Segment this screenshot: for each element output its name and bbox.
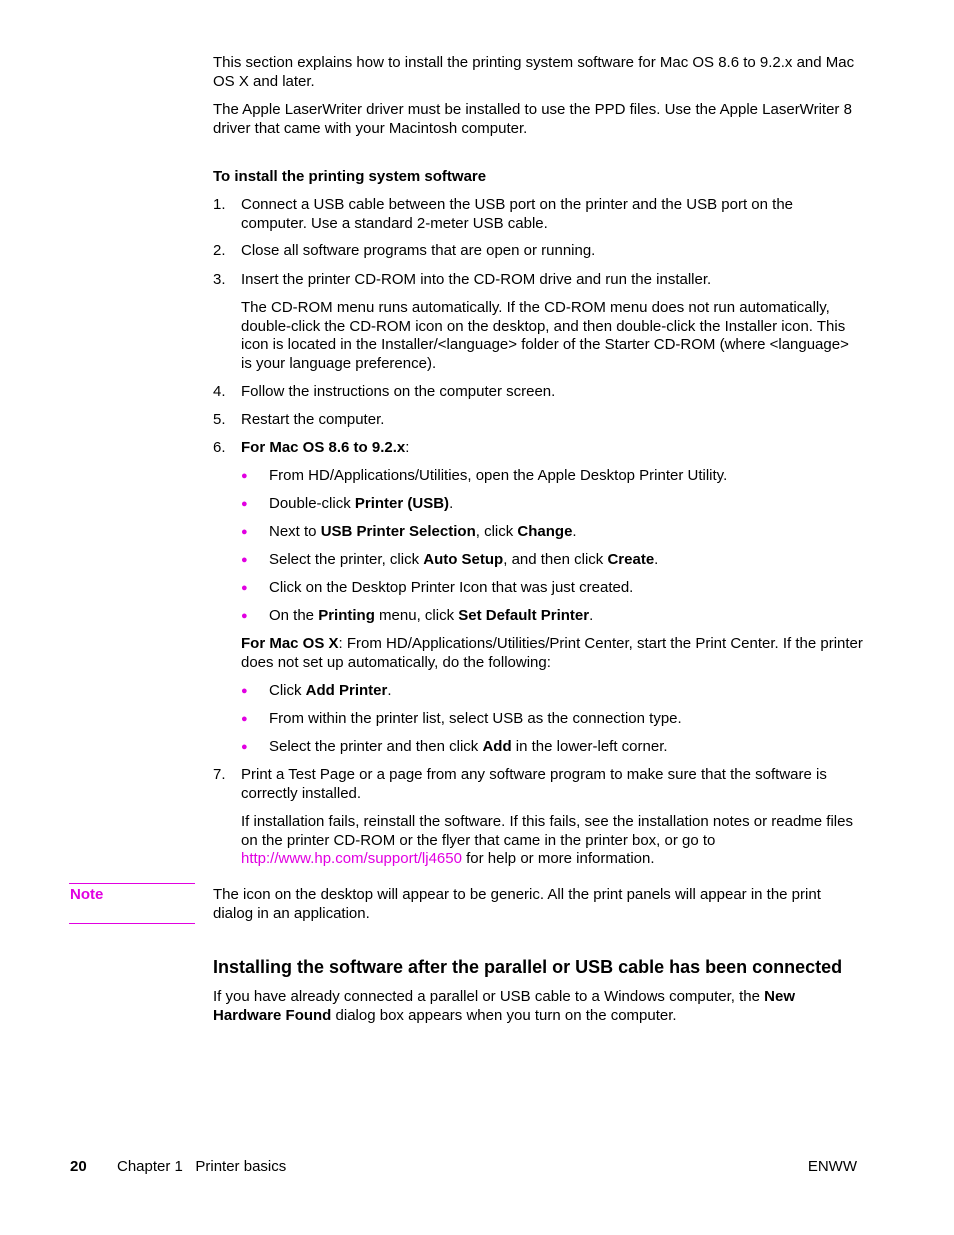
bullet-text: On the Printing menu, click Set Default Printer. [269, 607, 594, 624]
step-number: 5. [213, 411, 226, 428]
step-number: 1. [213, 196, 226, 213]
bullet-text: Click on the Desktop Printer Icon that was just created. [269, 579, 634, 596]
step-text: Follow the instructions on the computer screen. [241, 383, 556, 400]
note-bottom-rule [69, 923, 195, 924]
note-text: The icon on the desktop will appear to be generic. All the print panels will appear in the print dialog in an application. [213, 886, 821, 922]
section-paragraph: If you have already connected a parallel or USB cable to a Windows computer, the New Hardware Found dialog box appears when you turn on the computer. [213, 988, 795, 1024]
bullet-text: Select the printer, click Auto Setup, and then click Create. [269, 551, 659, 568]
note-label: Note [70, 886, 104, 903]
intro-paragraph-1: This section explains how to install the printing system software for Mac OS 8.6 to 9.2.x and Mac OS X and later. [213, 54, 855, 90]
step-6-colon: : [405, 439, 410, 456]
note-top-rule [69, 883, 195, 884]
bullet-icon: ● [241, 554, 248, 566]
bullet-text: From HD/Applications/Utilities, open the Apple Desktop Printer Utility. [269, 467, 728, 484]
bullet-icon: ● [241, 470, 248, 482]
step-text: Connect a USB cable between the USB port on the printer and the USB port on the computer. Use a standard 2-meter USB cable. [241, 196, 794, 232]
step-number: 6. [213, 439, 226, 456]
bullet-icon: ● [241, 610, 248, 622]
bullet-icon: ● [241, 498, 248, 510]
bullet-text: Select the printer and then click Add in the lower-left corner. [269, 738, 668, 755]
step-7-note: If installation fails, reinstall the software. If this fails, see the installation notes or readme files on the printer CD-ROM or the flyer that came in the printer box, or go to http://www.hp.com/support/lj4650 for help or more information. [241, 813, 853, 868]
step-text: Close all software programs that are open or running. [241, 242, 596, 259]
step-text: Insert the printer CD-ROM into the CD-ROM drive and run the installer. [241, 271, 712, 288]
bullet-text: Click Add Printer. [269, 682, 392, 699]
step-number: 2. [213, 242, 226, 259]
bullet-icon: ● [241, 741, 248, 753]
page-number: 20 [70, 1158, 87, 1175]
step-text: Print a Test Page or a page from any software program to make sure that the software is correctly installed. [241, 766, 827, 802]
intro-paragraph-2: The Apple LaserWriter driver must be installed to use the PPD files. Use the Apple LaserWriter 8 driver that came with your Macintosh computer. [213, 101, 852, 137]
step-text: Restart the computer. [241, 411, 385, 428]
step-number: 4. [213, 383, 226, 400]
step-number: 3. [213, 271, 226, 288]
bullet-icon: ● [241, 713, 248, 725]
step-number: 7. [213, 766, 226, 783]
step-text [241, 439, 863, 458]
macx-paragraph: For Mac OS X: From HD/Applications/Utilities/Print Center, start the Print Center. If the printer does not set up automatically, do the following: [241, 635, 863, 671]
bullet-icon: ● [241, 685, 248, 697]
support-link[interactable]: http://www.hp.com/support/lj4650 [241, 850, 462, 868]
chapter-title: Chapter 1 Printer basics [117, 1158, 287, 1175]
step-6-bold: For Mac OS 8.6 to 9.2.x [241, 439, 406, 456]
step-3-note: The CD-ROM menu runs automatically. If the CD-ROM menu does not run automatically, double-click the CD-ROM icon on the desktop, and then double-click the Installer icon. This icon is located in the Installer/<language> folder of the Starter CD-ROM (where <language> is your language preference). [241, 299, 849, 372]
bullet-icon: ● [241, 526, 248, 538]
bullet-text: Next to USB Printer Selection, click Change. [269, 523, 577, 540]
bullet-icon: ● [241, 582, 248, 594]
section-heading: Installing the software after the parallel or USB cable has been connected [213, 957, 843, 977]
footer-right: ENWW [807, 1158, 857, 1175]
bullet-text: Double-click Printer (USB). [269, 495, 454, 512]
bullet-text: From within the printer list, select USB as the connection type. [269, 710, 682, 727]
procedure-heading: To install the printing system software [213, 168, 487, 185]
